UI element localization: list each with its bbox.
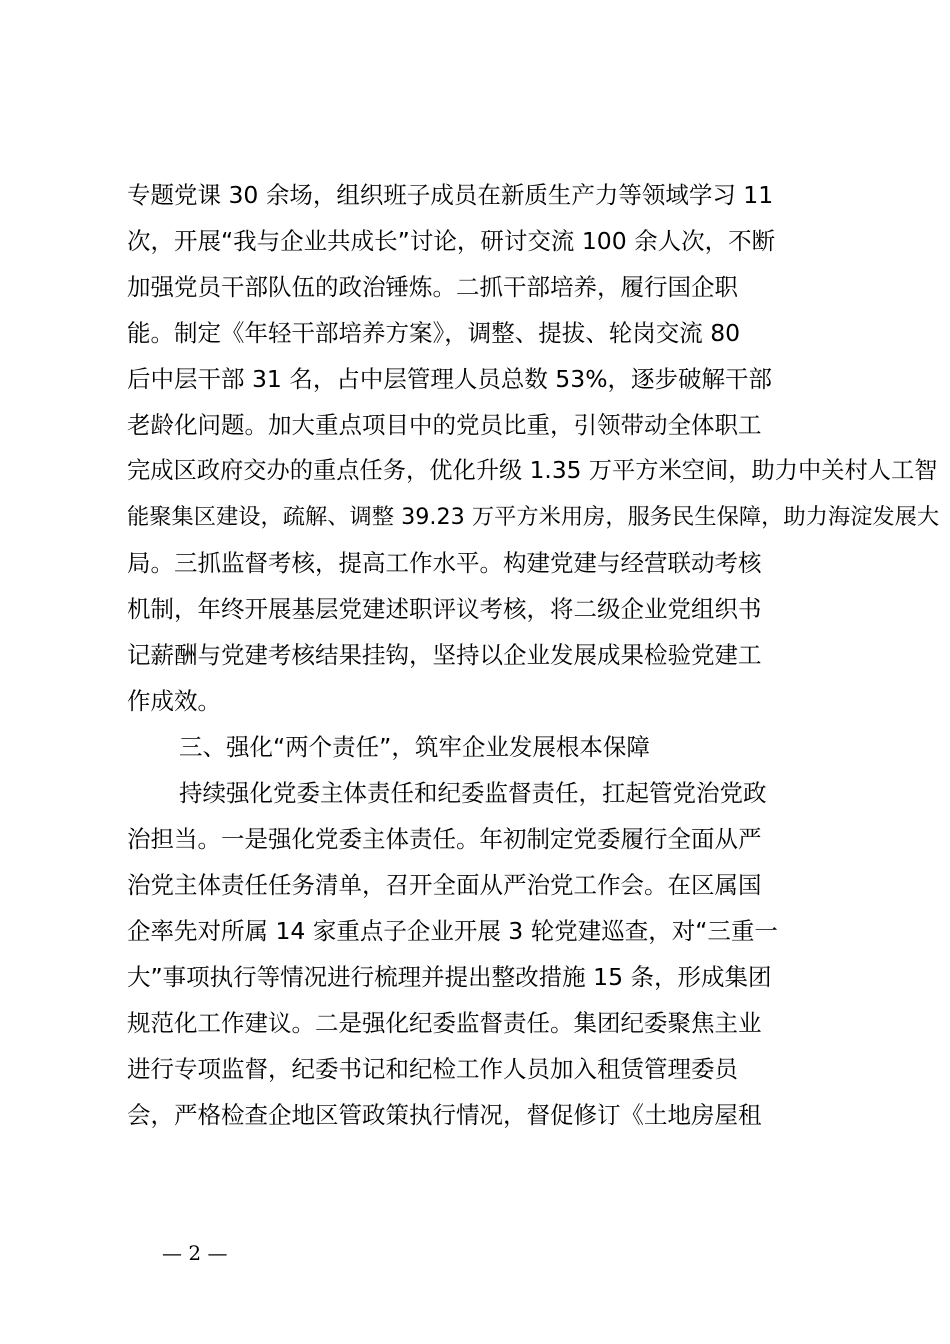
- page-number: — 2 —: [162, 1241, 228, 1265]
- paragraph-line: 记薪酬与党建考核结果挂钩，坚持以企业发展成果检验党建工: [127, 641, 762, 669]
- paragraph-line: 机制，年终开展基层党建述职评议考核，将二级企业党组织书: [127, 595, 762, 623]
- paragraph-line: 次，开展“我与企业共成长”讨论，研讨交流 100 余人次，不断: [127, 227, 776, 255]
- paragraph-line: 能。制定《年轻干部培养方案》，调整、提拔、轮岗交流 80: [127, 319, 741, 347]
- paragraph-line: 规范化工作建议。二是强化纪委监督责任。集团纪委聚焦主业: [127, 1009, 762, 1037]
- paragraph-line: 持续强化党委主体责任和纪委监督责任，扛起管党治党政: [179, 779, 767, 807]
- paragraph-line: 加强党员干部队伍的政治锤炼。二抓干部培养，履行国企职: [127, 273, 738, 301]
- paragraph-line: 会，严格检查企地区管政策执行情况，督促修订《土地房屋租: [127, 1101, 762, 1129]
- paragraph-line: 专题党课 30 余场，组织班子成员在新质生产力等领域学习 11: [127, 181, 774, 209]
- section-heading: 三、强化“两个责任”，筑牢企业发展根本保障: [179, 733, 650, 761]
- document-body: [127, 172, 940, 1138]
- paragraph-line: 治党主体责任任务清单，召开全面从严治党工作会。在区属国: [127, 871, 762, 899]
- paragraph-line: 大”事项执行等情况进行梳理并提出整改措施 15 条，形成集团: [127, 963, 772, 991]
- paragraph-line: 后中层干部 31 名，占中层管理人员总数 53%，逐步破解干部: [127, 365, 773, 393]
- paragraph-line: 企率先对所属 14 家重点子企业开展 3 轮党建巡查，对“三重一: [127, 917, 778, 945]
- paragraph-line: 进行专项监督，纪委书记和纪检工作人员加入租赁管理委员: [127, 1055, 738, 1083]
- paragraph-line: 局。三抓监督考核，提高工作水平。构建党建与经营联动考核: [127, 549, 762, 577]
- paragraph-line: 老龄化问题。加大重点项目中的党员比重，引领带动全体职工: [127, 411, 762, 439]
- paragraph-line: 治担当。一是强化党委主体责任。年初制定党委履行全面从严: [127, 825, 762, 853]
- paragraph-line: 完成区政府交办的重点任务，优化升级 1.35 万平方米空间，助力中关村人工智: [127, 457, 938, 484]
- paragraph-line: 作成效。: [127, 687, 221, 715]
- paragraph-line: 能聚集区建设，疏解、调整 39.23 万平方米用房，服务民生保障，助力海淀发展大: [127, 504, 940, 530]
